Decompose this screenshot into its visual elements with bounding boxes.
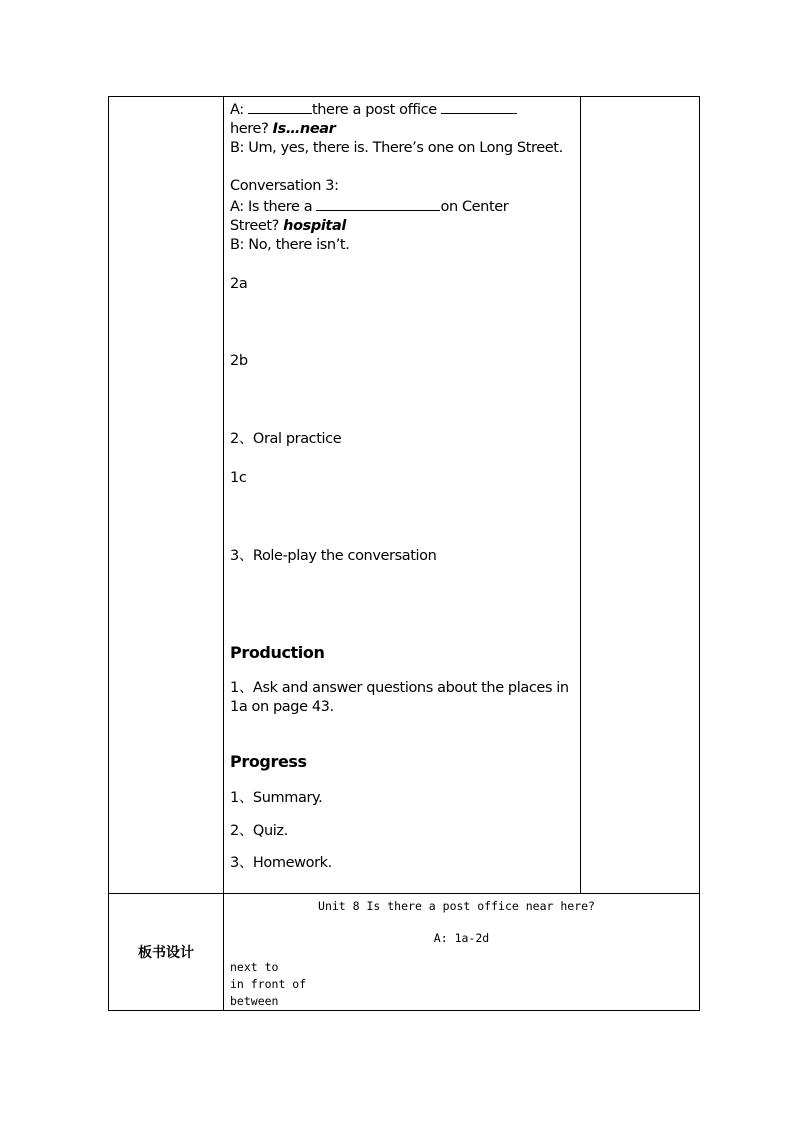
production-item: 1、Ask and answer questions about the places in 1a on page 43.	[230, 680, 569, 715]
conv3-line-2: Street? hospital	[230, 218, 346, 234]
board-subtitle: A: 1a-2d	[433, 931, 490, 945]
answer-blank	[316, 196, 440, 211]
oral-practice: 2、Oral practice	[230, 431, 342, 447]
board-design-content	[224, 894, 700, 1011]
board-phrase: next to	[230, 960, 279, 974]
role-play: 3、Role-play the conversation	[230, 548, 437, 564]
progress-item: 2、Quiz.	[230, 823, 288, 839]
board-phrase: between	[230, 994, 279, 1008]
spacer	[230, 158, 574, 177]
conv3-line-1: A: Is there a on Center	[230, 196, 574, 217]
conv3-line-3: B: No, there isn’t.	[230, 237, 350, 253]
progress-item: 3、Homework.	[230, 855, 332, 871]
item-1c: 1c	[230, 470, 247, 486]
progress-heading: Progress	[230, 752, 307, 771]
conv2-line-2: here? Is…near	[230, 121, 336, 137]
board-title: Unit 8 Is there a post office near here?	[318, 899, 595, 913]
progress-item: 1、Summary.	[230, 790, 323, 806]
procedure-row	[109, 97, 700, 894]
board-design-label: 板书设计	[109, 894, 224, 1011]
board-phrase: in front of	[230, 977, 307, 991]
conv2-line-1: A: there a post office	[230, 99, 574, 120]
item-2b: 2b	[230, 353, 248, 369]
conv3-title: Conversation 3:	[230, 178, 339, 194]
conv2-line-3: B: Um, yes, there is. There’s one on Long Street.	[230, 140, 563, 156]
answer-hint: hospital	[283, 218, 346, 234]
production-heading: Production	[230, 643, 325, 662]
answer-blank	[248, 99, 312, 114]
board-design-row	[109, 894, 700, 1011]
right-column-cell	[581, 97, 700, 894]
answer-hint: Is…near	[272, 121, 336, 137]
item-2a: 2a	[230, 276, 248, 292]
lesson-plan-table	[108, 96, 700, 1011]
left-column-cell	[109, 97, 224, 894]
procedure-content-cell	[224, 97, 581, 894]
answer-blank	[441, 99, 517, 114]
